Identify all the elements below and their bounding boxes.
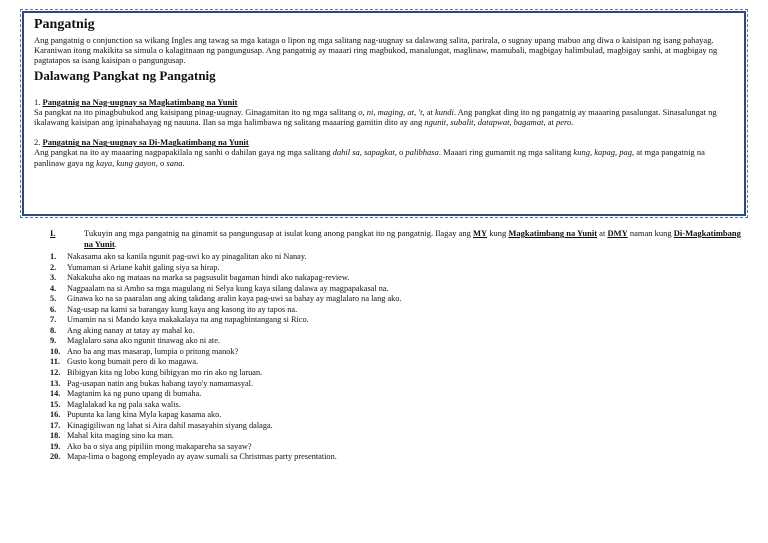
item-number: 18. (50, 431, 61, 441)
item-sentence: Magtanim ka ng puno upang di bumaha. (67, 389, 202, 399)
group1-heading: Pangatnig na Nag-uugnay sa Magkatimbang na Yunit (42, 96, 238, 107)
item-sentence: Nakasama ako sa kanila ngunit pag-uwi ko ay pinagalitan ako ni Nanay. (67, 252, 307, 261)
item-number: 9. (50, 336, 57, 346)
list-item (50, 431, 750, 442)
list-item (50, 357, 750, 368)
list-item (50, 284, 750, 295)
list-item (50, 410, 750, 421)
item-sentence: Ako ba o siya ang pipiliin mong makapareha sa sayaw? (67, 441, 252, 451)
list-item (50, 273, 750, 284)
item-sentence: Nakakuha ako ng mataas na marka sa pagsusulit bagaman hindi ako nakapag-review. (67, 273, 350, 283)
item-number: 19. (50, 441, 61, 451)
item-sentence: Gusto kong bumait pero di ko magawa. (67, 357, 199, 367)
list-item (50, 294, 750, 305)
list-item (50, 452, 750, 463)
item-sentence: Pag-usapan natin ang bukas habang tayo'y namamasyal. (67, 378, 254, 388)
item-sentence: Pupunta ka lang kina Myla kapag kasama ako. (67, 410, 222, 420)
item-number: 14. (50, 389, 61, 399)
list-item (50, 252, 750, 263)
list-item (50, 336, 750, 347)
item-number: 11. (50, 357, 60, 367)
code-dmy: DMY (607, 228, 628, 238)
item-number: 20. (50, 452, 61, 462)
item-sentence: Maglalaro sana ako ngunit tinawag ako ni ate. (67, 336, 220, 346)
group1-heading-line (34, 97, 734, 107)
list-item (50, 421, 750, 432)
instruction-text: Tukuyin ang mga pangatnig na ginamit sa pangungusap at isulat kung anong pangkat ito ng pangatnig. Ilagay ang MY kung Magkatimbang na Yunit at DMY naman kung Di-Magkatimbang na Yunit. (84, 228, 741, 249)
list-item (50, 315, 750, 326)
item-sentence: Mapa-lima o bagong empleyado ay ayaw sumali sa Christmas party presentation. (67, 452, 337, 462)
list-item (50, 400, 750, 411)
list-item (50, 379, 750, 390)
list-item (50, 442, 750, 453)
item-sentence: Nagpaalam na si Ambo sa mga magulang ni Selya kung kaya silang dalawa ay magpapakasal na. (67, 283, 389, 293)
item-sentence: Yumaman si Ariane kahit galing siya sa hirap. (67, 262, 220, 272)
item-number: 4. (50, 283, 57, 293)
item-sentence: Umamin na si Mando kaya makakalaya na ang napagbintangang si Rico. (67, 315, 309, 325)
label-dmy: Di-Magkatimbang na Yunit (84, 228, 741, 249)
exercise-list (50, 252, 750, 463)
group1-paragraph: Sa pangkat na ito pinagbubukod ang kaisipang pinag-uugnay. Ginagamitan ito ng mga salitang o, ni, maging, at, 't, at kundi. Ang pangkat ding ito ng pangatnig ay maaaring pasalungat. Sinasalungat ng ikalawang kaisipan ang ipinahahayag ng nauuna. Ilan sa mga halimbawa ng salitang maaaring gamitin dito ay ang ngunit, subalit, datapwat, bagamat, at pero. (34, 106, 717, 128)
item-number: 1. (50, 252, 57, 261)
definition-paragraph: Ang pangatnig o conjunction sa wikang Ingles ang tawag sa mga kataga o lipon ng mga salitang nag-uugnay sa dalawang salita, parirala, o sugnay upang mabuo ang diwa o kaisipan ng isang pahayag. (34, 35, 714, 45)
group2-heading-line (34, 137, 734, 147)
group2-heading: Pangatnig na Nag-uugnay sa Di-Magkatimbang na Yunit (42, 137, 249, 148)
item-sentence: Nag-usap na kami sa barangay kung kaya ang kasong ito ay tapos na. (67, 304, 298, 314)
item-sentence: Ano ba ang mas masarap, lumpia o pritong manok? (67, 346, 239, 356)
code-my: MY (472, 228, 488, 238)
group2-paragraph: Ang pangkat na ito ay maaaring nagpapakilala ng sanhi o dahilan gaya ng mga salitang dahil sa, sapagkat, o palibhasa. Maaari ring gumamit ng mga salitang kung, kapag, pag, at mga pangatnig na panlinaw gaya ng kaya, kung gayon, o sana. (34, 147, 705, 168)
list-item (50, 347, 750, 358)
exercise-instruction (50, 228, 750, 249)
lesson-box (22, 11, 746, 216)
list-item (50, 305, 750, 316)
list-item (50, 368, 750, 379)
item-sentence: Mahal kita maging sino ka man. (67, 431, 174, 441)
page-title: Pangatnig (34, 17, 95, 32)
item-number: 13. (50, 378, 61, 388)
item-number: 2. (50, 262, 57, 272)
item-number: 17. (50, 420, 61, 430)
section-heading: Dalawang Pangkat ng Pangatnig (34, 67, 216, 83)
item-number: 12. (50, 368, 61, 378)
list-item (50, 326, 750, 337)
item-number: 3. (50, 273, 57, 283)
item-sentence: Maglalakad ka ng pala saka walis. (67, 399, 181, 409)
list-item (50, 263, 750, 274)
usage-paragraph: Karaniwan itong makikita sa simula o kalagitnaan ng pangungusap. Ang pangatnig ay maaari ring magbukod, manalungat, maglinaw, mamubali, magbigay halimbulad, magbigay sanhi, at magbigay ng pagtatapos sa isang kaisipan o pangungusap. (34, 45, 718, 66)
item-number: 8. (50, 325, 57, 335)
item-number: 16. (50, 410, 61, 420)
item-sentence: Ginawa ko na sa paaralan ang aking takdang aralin kaya pag-uwi sa bahay ay maglalaro na lang ako. (67, 294, 402, 304)
item-sentence: Ang aking nanay at tatay ay mahal ko. (67, 325, 195, 335)
item-sentence: Bibigyan kita ng lobo kung bibigyan mo rin ako ng laruan. (67, 368, 263, 378)
exercise-number: I. (50, 228, 56, 238)
item-sentence: Kinagigiliwan ng lahat si Aira dahil masayahin siyang dalaga. (67, 420, 273, 430)
item-number: 15. (50, 399, 61, 409)
item-number: 7. (50, 315, 57, 325)
list-item (50, 389, 750, 400)
label-my: Magkatimbang na Yunit (508, 228, 598, 238)
item-number: 6. (50, 304, 57, 314)
group2-number: 2. (34, 137, 41, 148)
item-number: 5. (50, 294, 57, 304)
item-number: 10. (50, 346, 61, 356)
group1-number: 1. (34, 96, 41, 107)
